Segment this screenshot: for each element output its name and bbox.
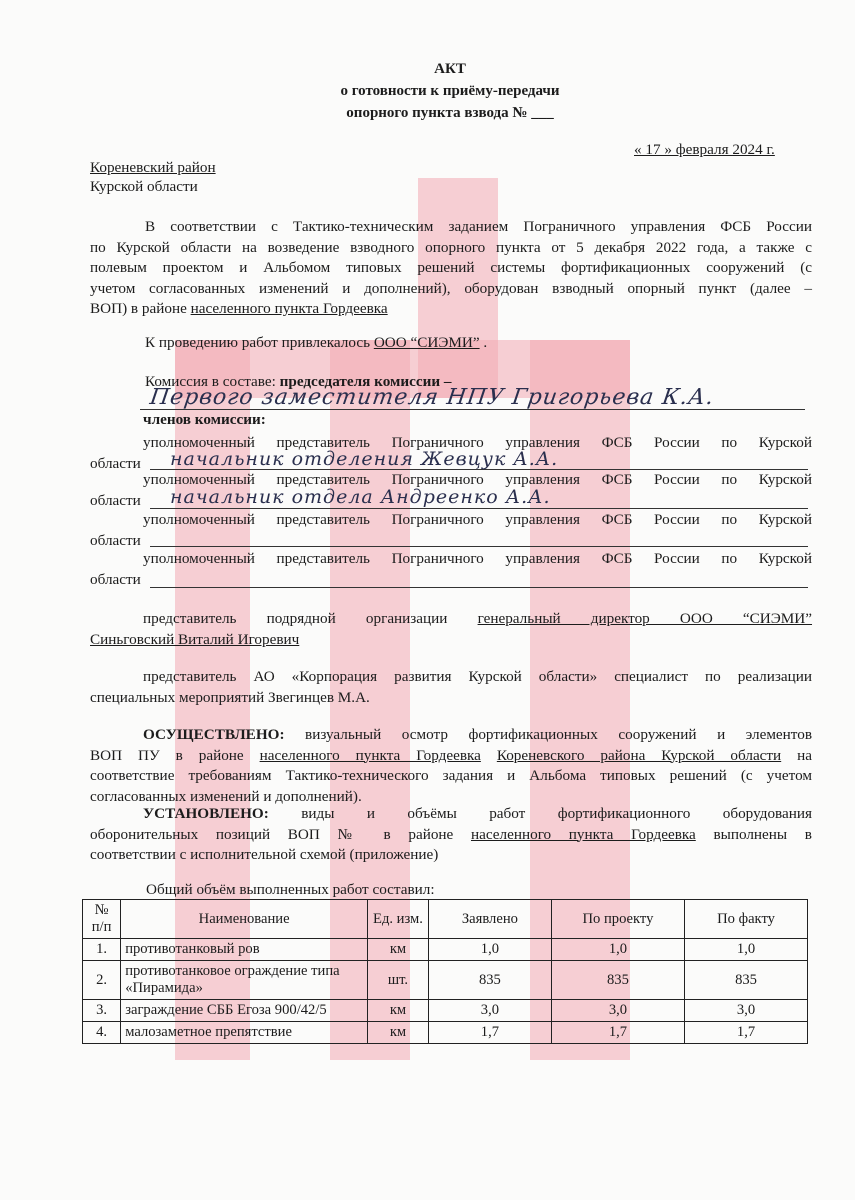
done-paragraph: ОСУЩЕСТВЛЕНО: визуальный осмотр фортификационных сооружений и элементов ВОП ПУ в районе населенного пункта Гордеевка Кореневского района Курской области на соответствие требованиям Тактико-технического задания и Альбома типовых решений (с учетом согласованных изменений и дополнений). — [90, 726, 812, 805]
intro-line-5: ВОП) в районе населенного пункта Гордеевка — [90, 300, 388, 317]
contractor-title: генеральный директор ООО “СИЭМИ” — [477, 610, 813, 627]
member-1-handwritten: начальник отделения Жевцук А.А. — [170, 448, 559, 470]
table-caption: Общий объём выполненных работ составил: — [146, 881, 435, 898]
member-1-text: уполномоченный представитель Пограничного управления ФСБ России по Курской области — [90, 434, 812, 472]
header-unit: Ед. изм. — [368, 900, 429, 939]
table-row: 3. заграждение СББ Егоза 900/42/5 км 3,0 3,0 3,0 — [83, 1000, 808, 1022]
contractor-person: Синьговский Виталий Игоревич — [90, 630, 300, 648]
member-4-line — [150, 587, 808, 588]
doc-title: АКТ — [434, 61, 466, 77]
settlement-name: населенного пункта Гордеевка — [190, 300, 388, 317]
intro-paragraph — [90, 217, 812, 320]
works-table — [82, 899, 808, 1044]
chair-handwritten: Первого заместителя НПУ Григорьева К.А. — [148, 385, 716, 410]
established-label: УСТАНОВЛЕНО: — [143, 805, 269, 822]
header-name: Наименование — [121, 900, 368, 939]
header-fact: По факту — [685, 900, 808, 939]
region: Курской области — [90, 178, 198, 195]
member-4-text: уполномоченный представитель Пограничного управления ФСБ России по Курской области — [90, 550, 812, 588]
intro-line-2: по Курской области на возведение взводного опорного пункта от 5 декабря 2022 года, а также с — [90, 238, 812, 256]
intro-line-3: полевым проектом и Альбомом типовых решений системы фортификационных сооружений (с — [90, 259, 812, 276]
table-row: 2. противотанковое ограждение типа «Пирамида» шт. 835 835 835 — [83, 961, 808, 1000]
intro-line-4: учетом согласованных изменений и дополнений), оборудован взводный опорный пункт (далее – — [90, 279, 812, 297]
table-header-row — [83, 900, 808, 939]
contractor-line: К проведению работ привлекалось ООО “СИЭМИ” . — [145, 334, 488, 351]
chair-label: председателя комиссии – — [279, 373, 452, 390]
header-declared: Заявлено — [428, 900, 551, 939]
contractor-representative: представитель подрядной организации генеральный директор ООО “СИЭМИ” Синьговский Виталий Игоревич — [90, 609, 812, 650]
header-num: № п/п — [83, 900, 121, 939]
doc-date: « 17 » февраля 2024 г. — [634, 141, 775, 158]
district: Кореневский район — [90, 159, 216, 176]
done-label: ОСУЩЕСТВЛЕНО: — [143, 726, 285, 743]
doc-title-block — [0, 58, 855, 124]
established-paragraph: УСТАНОВЛЕНО: виды и объёмы работ фортификационного оборудования оборонительных позиций ВОП № в районе населенного пункта Гордеевка выполнены в соответствии с исполнительной схемой (приложение) — [90, 805, 812, 863]
table-row: 4. малозаметное препятствие км 1,7 1,7 1,7 — [83, 1022, 808, 1044]
header-project: По проекту — [551, 900, 684, 939]
intro-line-1: В соответствии с Тактико-техническим заданием Пограничного управления ФСБ России — [145, 218, 812, 235]
commission-line: Комиссия в составе: председателя комиссии – — [145, 373, 452, 390]
member-3-line — [150, 546, 808, 547]
members-label: членов комиссии: — [143, 411, 266, 428]
contractor-name: ООО “СИЭМИ” — [373, 334, 480, 351]
member-3-text: уполномоченный представитель Пограничного управления ФСБ России по Курской области — [90, 511, 812, 549]
member-2-text: уполномоченный представитель Пограничного управления ФСБ России по Курской области — [90, 471, 812, 509]
corporation-representative: представитель АО «Корпорация развития Курской области» специалист по реализации специальных мероприятий Звегинцев М.А. — [90, 668, 812, 706]
table-row: 1. противотанковый ров км 1,0 1,0 1,0 — [83, 939, 808, 961]
doc-subtitle-2: опорного пункта взвода № ___ — [346, 105, 554, 121]
doc-subtitle-1: о готовности к приёму-передачи — [340, 83, 560, 99]
member-2-handwritten: начальник отдела Андреенко А.А. — [170, 486, 551, 508]
member-2-line — [150, 508, 808, 509]
